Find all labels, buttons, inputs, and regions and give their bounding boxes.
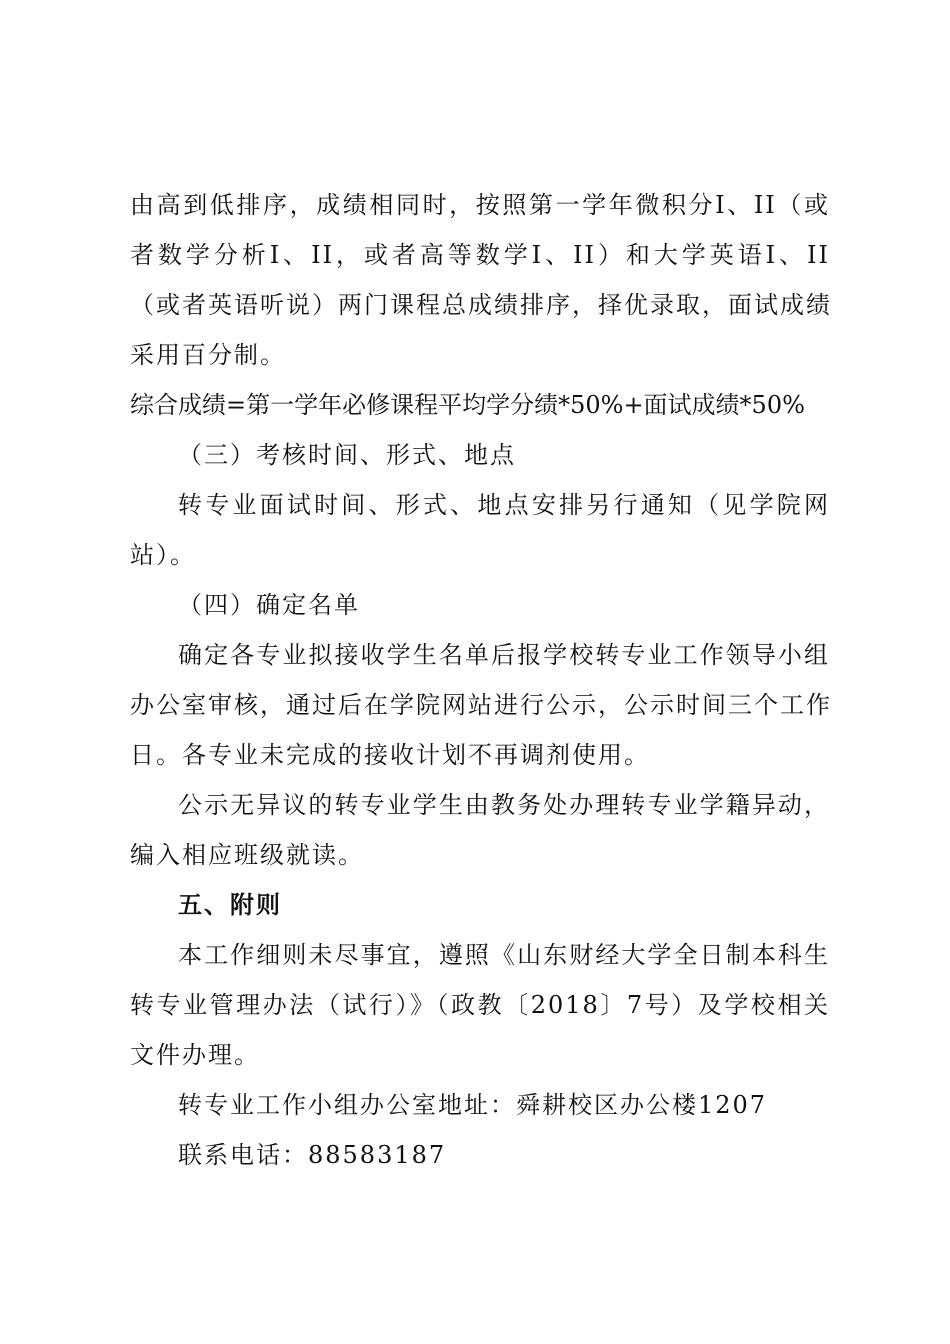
paragraph-line: 由高到低排序，成绩相同时，按照第一学年微积分I、II（或 bbox=[130, 191, 830, 219]
section-heading-4: （四）确定名单 bbox=[178, 591, 360, 619]
section-heading-3: （三）考核时间、形式、地点 bbox=[178, 441, 516, 469]
formula-line: 综合成绩=第一学年必修课程平均学分绩*50%+面试成绩*50% bbox=[130, 391, 805, 419]
paragraph-line: （或者英语听说）两门课程总成绩排序，择优录取，面试成绩 bbox=[130, 291, 832, 319]
paragraph-line: 确定各专业拟接收学生名单后报学校转专业工作领导小组 bbox=[178, 641, 830, 669]
paragraph-line: 办公室审核，通过后在学院网站进行公示，公示时间三个工作 bbox=[130, 691, 832, 719]
section-heading-5: 五、附则 bbox=[178, 890, 282, 919]
paragraph-line: 本工作细则未尽事宜，遵照《山东财经大学全日制本科生 bbox=[178, 941, 830, 969]
paragraph-line: 站）。 bbox=[130, 541, 196, 569]
paragraph-line: 转专业面试时间、形式、地点安排另行通知（见学院网 bbox=[178, 491, 830, 519]
paragraph-line: 日。各专业未完成的接收计划不再调剂使用。 bbox=[130, 741, 650, 769]
paragraph-line: 编入相应班级就读。 bbox=[130, 841, 364, 869]
paragraph-line: 公示无异议的转专业学生由教务处办理转专业学籍异动， bbox=[178, 791, 830, 819]
paragraph-line: 文件办理。 bbox=[130, 1041, 260, 1069]
paragraph-line: 者数学分析I、II，或者高等数学I、II）和大学英语I、II bbox=[130, 241, 830, 269]
paragraph-line: 转专业管理办法（试行）》（政教〔2018〕7号）及学校相关 bbox=[130, 991, 830, 1019]
contact-phone-line: 联系电话：88583187 bbox=[178, 1141, 447, 1169]
office-address-line: 转专业工作小组办公室地址：舜耕校区办公楼1207 bbox=[178, 1091, 768, 1119]
paragraph-line: 采用百分制。 bbox=[130, 341, 286, 369]
